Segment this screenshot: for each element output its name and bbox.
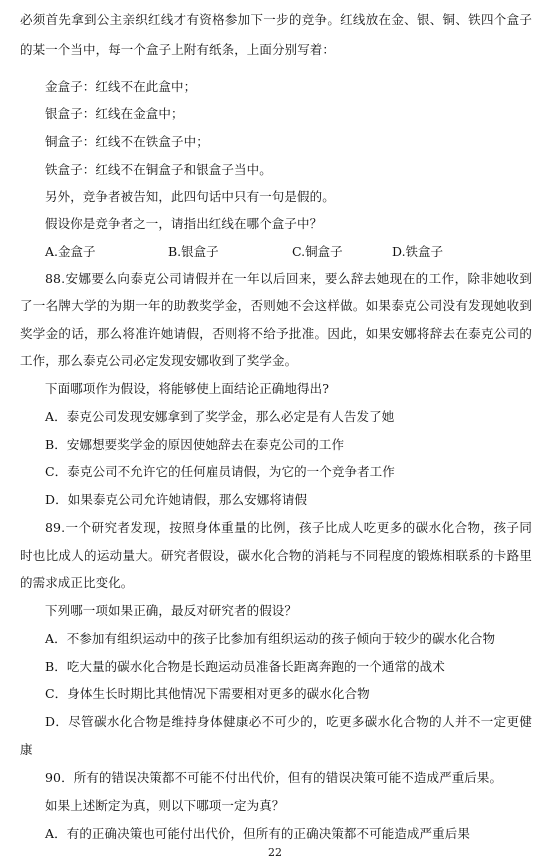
q89-choice-d: D．尽管碳水化合物是维持身体健康必不可少的，吃更多碳水化合物的人并不一定更健 xyxy=(45,714,532,729)
q88-choice-a: A．泰克公司发现安娜拿到了奖学金，那么必定是有人告发了她 xyxy=(45,409,395,424)
q89-choice-b: B．吃大量的碳水化合物是长跑运动员准备长距离奔跑的一个通常的战术 xyxy=(45,659,445,674)
text-line: 假设你是竞争者之一，请指出红线在哪个盒子中？ xyxy=(45,216,323,231)
q89-line: 的需求成正比变化。 xyxy=(20,575,134,590)
q89-choice-c: C．身体生长时期比其他情况下需要相对更多的碳水化合物 xyxy=(45,686,370,701)
option-c: C.铜盒子 xyxy=(292,244,343,259)
option-b: B.银盒子 xyxy=(168,244,219,259)
q88-line: 工作，那么泰克公司必定发现安娜收到了奖学金。 xyxy=(20,353,298,368)
text-line: 铜盒子：红线不在铁盒子中； xyxy=(45,134,209,149)
page-number: 22 xyxy=(268,846,282,859)
q89-choice-d-wrap: 康 xyxy=(20,742,33,757)
text-line: 金盒子：红线不在此盒中； xyxy=(45,79,197,94)
q88-question: 下面哪项作为假设，将能够使上面结论正确地得出? xyxy=(45,381,330,396)
q88-choice-b: B．安娜想要奖学金的原因使她辞去在泰克公司的工作 xyxy=(45,437,345,452)
q90-line: 90．所有的错误决策都不可能不付出代价，但有的错误决策可能不造成严重后果。 xyxy=(45,770,503,785)
q88-line: 了一名牌大学的为期一年的助教奖学金，否则她不会这样做。如果泰克公司没有发现她收到 xyxy=(20,298,532,313)
option-d: D.铁盒子 xyxy=(392,244,444,259)
text-line: 银盒子：红线在金盒中； xyxy=(45,106,184,121)
q90-question: 如果上述断定为真，则以下哪项一定为真？ xyxy=(45,798,285,813)
q88-line: 奖学金的话，那么将准许她请假，否则将不给予批准。因此，如果安娜将辞去在泰克公司的 xyxy=(20,326,532,341)
text-line: 另外，竞争者被告知，此四句话中只有一句是假的。 xyxy=(45,189,335,204)
q88-choice-d: D．如果泰克公司允许她请假，那么安娜将请假 xyxy=(45,492,308,507)
q88-line: 88.安娜要么向泰克公司请假并在一年以后回来，要么辞去她现在的工作，除非她收到 xyxy=(45,271,532,286)
text-line: 必须首先拿到公主亲织红线才有资格参加下一步的竞争。红线放在金、银、铜、铁四个盒子 xyxy=(20,12,532,27)
option-a: A.金盒子 xyxy=(45,244,96,259)
q89-line: 时也比成人的运动量大。研究者假设，碳水化合物的消耗与不同程度的锻炼相联系的卡路里 xyxy=(20,548,532,563)
q88-choice-c: C．泰克公司不允许它的任何雇员请假，为它的一个竞争者工作 xyxy=(45,464,395,479)
text-line: 铁盒子：红线不在铜盒子和银盒子当中。 xyxy=(45,162,272,177)
q89-question: 下列哪一项如果正确，最反对研究者的假设？ xyxy=(45,603,298,618)
q90-choice-a: A．有的正确决策也可能付出代价，但所有的正确决策都不可能造成严重后果 xyxy=(45,826,470,841)
text-line: 的某一个当中，每一个盒子上附有纸条，上面分别写着： xyxy=(20,42,336,57)
q89-line: 89.一个研究者发现，按照身体重量的比例，孩子比成人吃更多的碳水化合物，孩子同 xyxy=(45,520,532,535)
q89-choice-a: A．不参加有组织运动中的孩子比参加有组织运动的孩子倾向于较少的碳水化合物 xyxy=(45,631,496,646)
